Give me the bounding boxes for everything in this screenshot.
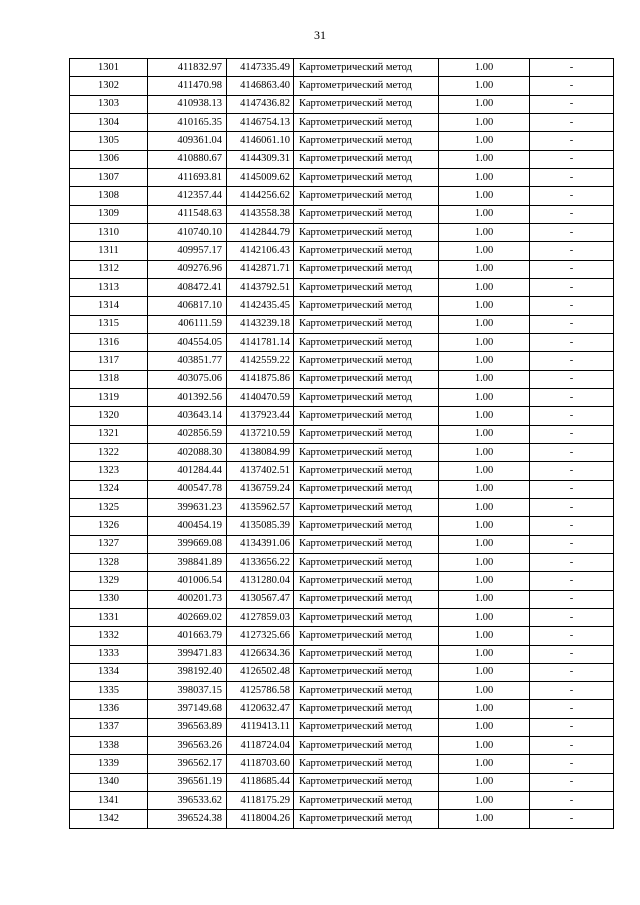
x-coordinate-cell: 399471.83 [148, 645, 227, 663]
coordinates-table [69, 58, 614, 829]
x-coordinate-cell: 401284.44 [148, 462, 227, 480]
description-cell: - [530, 95, 614, 113]
table-row [70, 205, 614, 223]
y-coordinate-cell: 4141781.14 [227, 333, 294, 351]
x-coordinate-cell: 398192.40 [148, 663, 227, 681]
y-coordinate-cell: 4146061.10 [227, 132, 294, 150]
accuracy-cell: 1.00 [439, 168, 530, 186]
description-cell: - [530, 370, 614, 388]
y-coordinate-cell: 4142106.43 [227, 242, 294, 260]
x-coordinate-cell: 399669.08 [148, 535, 227, 553]
method-cell: Картометрический метод [294, 132, 439, 150]
description-cell: - [530, 700, 614, 718]
x-coordinate-cell: 410165.35 [148, 113, 227, 131]
table-row [70, 407, 614, 425]
accuracy-cell: 1.00 [439, 517, 530, 535]
point-number-cell: 1324 [70, 480, 148, 498]
accuracy-cell: 1.00 [439, 792, 530, 810]
method-cell: Картометрический метод [294, 297, 439, 315]
y-coordinate-cell: 4145009.62 [227, 168, 294, 186]
y-coordinate-cell: 4125786.58 [227, 682, 294, 700]
accuracy-cell: 1.00 [439, 682, 530, 700]
accuracy-cell: 1.00 [439, 150, 530, 168]
accuracy-cell: 1.00 [439, 498, 530, 516]
y-coordinate-cell: 4137923.44 [227, 407, 294, 425]
description-cell: - [530, 572, 614, 590]
description-cell: - [530, 150, 614, 168]
x-coordinate-cell: 400201.73 [148, 590, 227, 608]
y-coordinate-cell: 4137402.51 [227, 462, 294, 480]
description-cell: - [530, 407, 614, 425]
description-cell: - [530, 737, 614, 755]
accuracy-cell: 1.00 [439, 627, 530, 645]
x-coordinate-cell: 397149.68 [148, 700, 227, 718]
point-number-cell: 1308 [70, 187, 148, 205]
accuracy-cell: 1.00 [439, 535, 530, 553]
x-coordinate-cell: 402856.59 [148, 425, 227, 443]
method-cell: Картометрический метод [294, 315, 439, 333]
table-row [70, 553, 614, 571]
description-cell: - [530, 645, 614, 663]
method-cell: Картометрический метод [294, 718, 439, 736]
table-row [70, 480, 614, 498]
y-coordinate-cell: 4142871.71 [227, 260, 294, 278]
x-coordinate-cell: 396524.38 [148, 810, 227, 828]
y-coordinate-cell: 4135962.57 [227, 498, 294, 516]
y-coordinate-cell: 4143239.18 [227, 315, 294, 333]
point-number-cell: 1327 [70, 535, 148, 553]
description-cell: - [530, 77, 614, 95]
description-cell: - [530, 59, 614, 77]
y-coordinate-cell: 4118724.04 [227, 737, 294, 755]
method-cell: Картометрический метод [294, 113, 439, 131]
method-cell: Картометрический метод [294, 737, 439, 755]
accuracy-cell: 1.00 [439, 737, 530, 755]
point-number-cell: 1303 [70, 95, 148, 113]
point-number-cell: 1335 [70, 682, 148, 700]
description-cell: - [530, 663, 614, 681]
table-row [70, 132, 614, 150]
y-coordinate-cell: 4143792.51 [227, 278, 294, 296]
point-number-cell: 1341 [70, 792, 148, 810]
description-cell: - [530, 132, 614, 150]
description-cell: - [530, 773, 614, 791]
table-row [70, 517, 614, 535]
y-coordinate-cell: 4147436.82 [227, 95, 294, 113]
accuracy-cell: 1.00 [439, 113, 530, 131]
table-row [70, 682, 614, 700]
table-row [70, 737, 614, 755]
table-row [70, 755, 614, 773]
table-row [70, 278, 614, 296]
method-cell: Картометрический метод [294, 663, 439, 681]
method-cell: Картометрический метод [294, 517, 439, 535]
table-row [70, 95, 614, 113]
accuracy-cell: 1.00 [439, 278, 530, 296]
accuracy-cell: 1.00 [439, 773, 530, 791]
point-number-cell: 1339 [70, 755, 148, 773]
table-row [70, 242, 614, 260]
x-coordinate-cell: 411693.81 [148, 168, 227, 186]
point-number-cell: 1318 [70, 370, 148, 388]
y-coordinate-cell: 4146754.13 [227, 113, 294, 131]
accuracy-cell: 1.00 [439, 59, 530, 77]
table-row [70, 77, 614, 95]
description-cell: - [530, 810, 614, 828]
method-cell: Картометрический метод [294, 425, 439, 443]
description-cell: - [530, 590, 614, 608]
description-cell: - [530, 187, 614, 205]
point-number-cell: 1323 [70, 462, 148, 480]
point-number-cell: 1316 [70, 333, 148, 351]
accuracy-cell: 1.00 [439, 572, 530, 590]
method-cell: Картометрический метод [294, 370, 439, 388]
method-cell: Картометрический метод [294, 333, 439, 351]
y-coordinate-cell: 4137210.59 [227, 425, 294, 443]
y-coordinate-cell: 4136759.24 [227, 480, 294, 498]
point-number-cell: 1330 [70, 590, 148, 608]
accuracy-cell: 1.00 [439, 645, 530, 663]
x-coordinate-cell: 401392.56 [148, 388, 227, 406]
point-number-cell: 1325 [70, 498, 148, 516]
y-coordinate-cell: 4126502.48 [227, 663, 294, 681]
method-cell: Картометрический метод [294, 462, 439, 480]
method-cell: Картометрический метод [294, 700, 439, 718]
table-row [70, 498, 614, 516]
description-cell: - [530, 480, 614, 498]
x-coordinate-cell: 402669.02 [148, 608, 227, 626]
accuracy-cell: 1.00 [439, 223, 530, 241]
table-row [70, 297, 614, 315]
point-number-cell: 1313 [70, 278, 148, 296]
table-row [70, 168, 614, 186]
y-coordinate-cell: 4140470.59 [227, 388, 294, 406]
description-cell: - [530, 315, 614, 333]
table-row [70, 315, 614, 333]
description-cell: - [530, 278, 614, 296]
accuracy-cell: 1.00 [439, 553, 530, 571]
y-coordinate-cell: 4142435.45 [227, 297, 294, 315]
method-cell: Картометрический метод [294, 223, 439, 241]
accuracy-cell: 1.00 [439, 242, 530, 260]
accuracy-cell: 1.00 [439, 333, 530, 351]
accuracy-cell: 1.00 [439, 462, 530, 480]
method-cell: Картометрический метод [294, 95, 439, 113]
point-number-cell: 1340 [70, 773, 148, 791]
method-cell: Картометрический метод [294, 407, 439, 425]
accuracy-cell: 1.00 [439, 297, 530, 315]
method-cell: Картометрический метод [294, 792, 439, 810]
x-coordinate-cell: 396563.26 [148, 737, 227, 755]
accuracy-cell: 1.00 [439, 187, 530, 205]
accuracy-cell: 1.00 [439, 663, 530, 681]
method-cell: Картометрический метод [294, 682, 439, 700]
point-number-cell: 1329 [70, 572, 148, 590]
method-cell: Картометрический метод [294, 810, 439, 828]
y-coordinate-cell: 4141875.86 [227, 370, 294, 388]
y-coordinate-cell: 4144309.31 [227, 150, 294, 168]
accuracy-cell: 1.00 [439, 810, 530, 828]
table-row [70, 59, 614, 77]
description-cell: - [530, 755, 614, 773]
x-coordinate-cell: 406817.10 [148, 297, 227, 315]
table-row [70, 113, 614, 131]
accuracy-cell: 1.00 [439, 95, 530, 113]
description-cell: - [530, 168, 614, 186]
method-cell: Картометрический метод [294, 187, 439, 205]
accuracy-cell: 1.00 [439, 443, 530, 461]
table-body [70, 59, 614, 829]
method-cell: Картометрический метод [294, 278, 439, 296]
description-cell: - [530, 535, 614, 553]
accuracy-cell: 1.00 [439, 205, 530, 223]
accuracy-cell: 1.00 [439, 700, 530, 718]
point-number-cell: 1321 [70, 425, 148, 443]
x-coordinate-cell: 398037.15 [148, 682, 227, 700]
description-cell: - [530, 352, 614, 370]
table-row [70, 792, 614, 810]
accuracy-cell: 1.00 [439, 425, 530, 443]
x-coordinate-cell: 410740.10 [148, 223, 227, 241]
table-row [70, 462, 614, 480]
x-coordinate-cell: 411548.63 [148, 205, 227, 223]
y-coordinate-cell: 4142844.79 [227, 223, 294, 241]
table-row [70, 388, 614, 406]
point-number-cell: 1336 [70, 700, 148, 718]
table-row [70, 150, 614, 168]
description-cell: - [530, 297, 614, 315]
description-cell: - [530, 333, 614, 351]
description-cell: - [530, 260, 614, 278]
y-coordinate-cell: 4127325.66 [227, 627, 294, 645]
method-cell: Картометрический метод [294, 352, 439, 370]
accuracy-cell: 1.00 [439, 718, 530, 736]
method-cell: Картометрический метод [294, 535, 439, 553]
method-cell: Картометрический метод [294, 150, 439, 168]
y-coordinate-cell: 4133656.22 [227, 553, 294, 571]
table-row [70, 718, 614, 736]
description-cell: - [530, 718, 614, 736]
point-number-cell: 1304 [70, 113, 148, 131]
method-cell: Картометрический метод [294, 498, 439, 516]
table-row [70, 810, 614, 828]
table-row [70, 333, 614, 351]
method-cell: Картометрический метод [294, 168, 439, 186]
point-number-cell: 1307 [70, 168, 148, 186]
y-coordinate-cell: 4144256.62 [227, 187, 294, 205]
method-cell: Картометрический метод [294, 645, 439, 663]
table-row [70, 443, 614, 461]
point-number-cell: 1302 [70, 77, 148, 95]
x-coordinate-cell: 396561.19 [148, 773, 227, 791]
point-number-cell: 1326 [70, 517, 148, 535]
x-coordinate-cell: 402088.30 [148, 443, 227, 461]
point-number-cell: 1314 [70, 297, 148, 315]
x-coordinate-cell: 403851.77 [148, 352, 227, 370]
y-coordinate-cell: 4118004.26 [227, 810, 294, 828]
accuracy-cell: 1.00 [439, 260, 530, 278]
method-cell: Картометрический метод [294, 443, 439, 461]
accuracy-cell: 1.00 [439, 388, 530, 406]
x-coordinate-cell: 400547.78 [148, 480, 227, 498]
x-coordinate-cell: 408472.41 [148, 278, 227, 296]
accuracy-cell: 1.00 [439, 608, 530, 626]
x-coordinate-cell: 401663.79 [148, 627, 227, 645]
x-coordinate-cell: 396562.17 [148, 755, 227, 773]
x-coordinate-cell: 401006.54 [148, 572, 227, 590]
table-row [70, 700, 614, 718]
point-number-cell: 1317 [70, 352, 148, 370]
accuracy-cell: 1.00 [439, 755, 530, 773]
table-row [70, 187, 614, 205]
description-cell: - [530, 553, 614, 571]
y-coordinate-cell: 4143558.38 [227, 205, 294, 223]
description-cell: - [530, 462, 614, 480]
point-number-cell: 1309 [70, 205, 148, 223]
method-cell: Картометрический метод [294, 608, 439, 626]
description-cell: - [530, 388, 614, 406]
y-coordinate-cell: 4120632.47 [227, 700, 294, 718]
point-number-cell: 1337 [70, 718, 148, 736]
point-number-cell: 1310 [70, 223, 148, 241]
method-cell: Картометрический метод [294, 590, 439, 608]
y-coordinate-cell: 4118703.60 [227, 755, 294, 773]
table-row [70, 370, 614, 388]
accuracy-cell: 1.00 [439, 315, 530, 333]
point-number-cell: 1319 [70, 388, 148, 406]
y-coordinate-cell: 4134391.06 [227, 535, 294, 553]
x-coordinate-cell: 409957.17 [148, 242, 227, 260]
point-number-cell: 1331 [70, 608, 148, 626]
method-cell: Картометрический метод [294, 59, 439, 77]
accuracy-cell: 1.00 [439, 407, 530, 425]
x-coordinate-cell: 410938.13 [148, 95, 227, 113]
accuracy-cell: 1.00 [439, 352, 530, 370]
x-coordinate-cell: 411832.97 [148, 59, 227, 77]
description-cell: - [530, 443, 614, 461]
y-coordinate-cell: 4118175.29 [227, 792, 294, 810]
x-coordinate-cell: 409361.04 [148, 132, 227, 150]
description-cell: - [530, 205, 614, 223]
method-cell: Картометрический метод [294, 260, 439, 278]
method-cell: Картометрический метод [294, 773, 439, 791]
description-cell: - [530, 242, 614, 260]
table-row [70, 352, 614, 370]
y-coordinate-cell: 4135085.39 [227, 517, 294, 535]
x-coordinate-cell: 410880.67 [148, 150, 227, 168]
method-cell: Картометрический метод [294, 755, 439, 773]
x-coordinate-cell: 396563.89 [148, 718, 227, 736]
table-row [70, 260, 614, 278]
y-coordinate-cell: 4138084.99 [227, 443, 294, 461]
point-number-cell: 1333 [70, 645, 148, 663]
table-row [70, 627, 614, 645]
point-number-cell: 1312 [70, 260, 148, 278]
accuracy-cell: 1.00 [439, 370, 530, 388]
point-number-cell: 1328 [70, 553, 148, 571]
accuracy-cell: 1.00 [439, 77, 530, 95]
x-coordinate-cell: 398841.89 [148, 553, 227, 571]
x-coordinate-cell: 412357.44 [148, 187, 227, 205]
x-coordinate-cell: 409276.96 [148, 260, 227, 278]
method-cell: Картометрический метод [294, 205, 439, 223]
accuracy-cell: 1.00 [439, 590, 530, 608]
table-row [70, 608, 614, 626]
description-cell: - [530, 517, 614, 535]
x-coordinate-cell: 396533.62 [148, 792, 227, 810]
description-cell: - [530, 627, 614, 645]
x-coordinate-cell: 404554.05 [148, 333, 227, 351]
method-cell: Картометрический метод [294, 572, 439, 590]
x-coordinate-cell: 403075.06 [148, 370, 227, 388]
method-cell: Картометрический метод [294, 553, 439, 571]
page-number: 31 [314, 28, 326, 42]
y-coordinate-cell: 4127859.03 [227, 608, 294, 626]
x-coordinate-cell: 399631.23 [148, 498, 227, 516]
table-row [70, 223, 614, 241]
description-cell: - [530, 223, 614, 241]
description-cell: - [530, 682, 614, 700]
table-row [70, 572, 614, 590]
x-coordinate-cell: 411470.98 [148, 77, 227, 95]
method-cell: Картометрический метод [294, 77, 439, 95]
point-number-cell: 1315 [70, 315, 148, 333]
table-row [70, 773, 614, 791]
point-number-cell: 1342 [70, 810, 148, 828]
table-row [70, 425, 614, 443]
point-number-cell: 1322 [70, 443, 148, 461]
accuracy-cell: 1.00 [439, 480, 530, 498]
x-coordinate-cell: 406111.59 [148, 315, 227, 333]
x-coordinate-cell: 403643.14 [148, 407, 227, 425]
point-number-cell: 1301 [70, 59, 148, 77]
y-coordinate-cell: 4131280.04 [227, 572, 294, 590]
method-cell: Картометрический метод [294, 627, 439, 645]
table-row [70, 645, 614, 663]
point-number-cell: 1305 [70, 132, 148, 150]
y-coordinate-cell: 4130567.47 [227, 590, 294, 608]
table-row [70, 663, 614, 681]
accuracy-cell: 1.00 [439, 132, 530, 150]
description-cell: - [530, 792, 614, 810]
description-cell: - [530, 608, 614, 626]
y-coordinate-cell: 4146863.40 [227, 77, 294, 95]
y-coordinate-cell: 4119413.11 [227, 718, 294, 736]
point-number-cell: 1334 [70, 663, 148, 681]
description-cell: - [530, 113, 614, 131]
method-cell: Картометрический метод [294, 480, 439, 498]
point-number-cell: 1306 [70, 150, 148, 168]
y-coordinate-cell: 4126634.36 [227, 645, 294, 663]
y-coordinate-cell: 4142559.22 [227, 352, 294, 370]
description-cell: - [530, 425, 614, 443]
table-row [70, 590, 614, 608]
method-cell: Картометрический метод [294, 242, 439, 260]
description-cell: - [530, 498, 614, 516]
y-coordinate-cell: 4147335.49 [227, 59, 294, 77]
point-number-cell: 1332 [70, 627, 148, 645]
x-coordinate-cell: 400454.19 [148, 517, 227, 535]
table-row [70, 535, 614, 553]
point-number-cell: 1311 [70, 242, 148, 260]
method-cell: Картометрический метод [294, 388, 439, 406]
y-coordinate-cell: 4118685.44 [227, 773, 294, 791]
point-number-cell: 1320 [70, 407, 148, 425]
point-number-cell: 1338 [70, 737, 148, 755]
